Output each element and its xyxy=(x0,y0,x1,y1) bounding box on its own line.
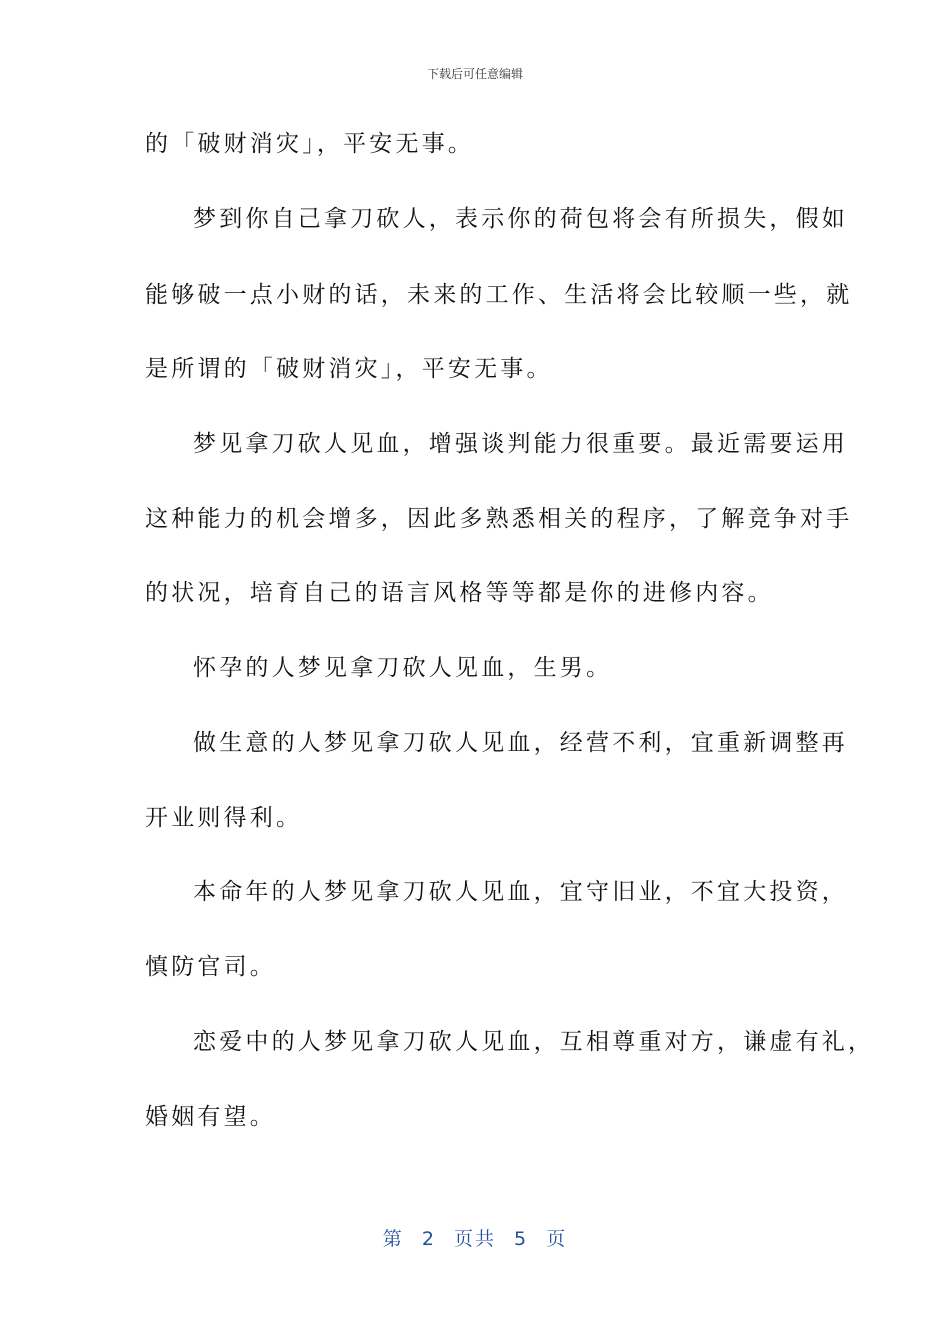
paragraph-line: 慎防官司。 xyxy=(145,954,276,980)
paragraph-line: 婚姻有望。 xyxy=(145,1104,276,1130)
paragraph-line: 这种能力的机会增多，因此多熟悉相关的程序，了解竞争对手 xyxy=(145,506,853,532)
paragraph-line: 的状况，培育自己的语言风格等等都是你的进修内容。 xyxy=(145,580,774,606)
total-pages-number: 5 xyxy=(514,1228,529,1250)
paragraph-line: 怀孕的人梦见拿刀砍人见血，生男。 xyxy=(193,655,613,681)
paragraph-line: 是所谓的「破财消灾」，平安无事。 xyxy=(145,356,553,382)
paragraph-line: 做生意的人梦见拿刀砍人见血，经营不利，宜重新调整再 xyxy=(193,730,848,756)
of-label: 页共 xyxy=(453,1228,496,1250)
current-page-number: 2 xyxy=(421,1228,436,1250)
page-label: 第 xyxy=(382,1228,404,1250)
paragraph-line: 梦见拿刀砍人见血，增强谈判能力很重要。最近需要运用 xyxy=(193,431,848,457)
page-end-label: 页 xyxy=(546,1228,568,1250)
paragraph-line: 的「破财消灾」，平安无事。 xyxy=(145,131,475,157)
page-number-footer xyxy=(0,1226,950,1252)
paragraph-line: 开业则得利。 xyxy=(145,805,303,831)
paragraph-line: 本命年的人梦见拿刀砍人见血，宜守旧业，不宜大投资， xyxy=(193,879,848,905)
paragraph-line: 梦到你自己拿刀砍人，表示你的荷包将会有所损失，假如 xyxy=(193,206,848,232)
page-header: 下载后可任意编辑 xyxy=(426,67,523,81)
paragraph-line: 恋爱中的人梦见拿刀砍人见血，互相尊重对方，谦虚有礼， xyxy=(193,1029,875,1055)
paragraph-line: 能够破一点小财的话，未来的工作、生活将会比较顺一些，就 xyxy=(145,282,853,308)
